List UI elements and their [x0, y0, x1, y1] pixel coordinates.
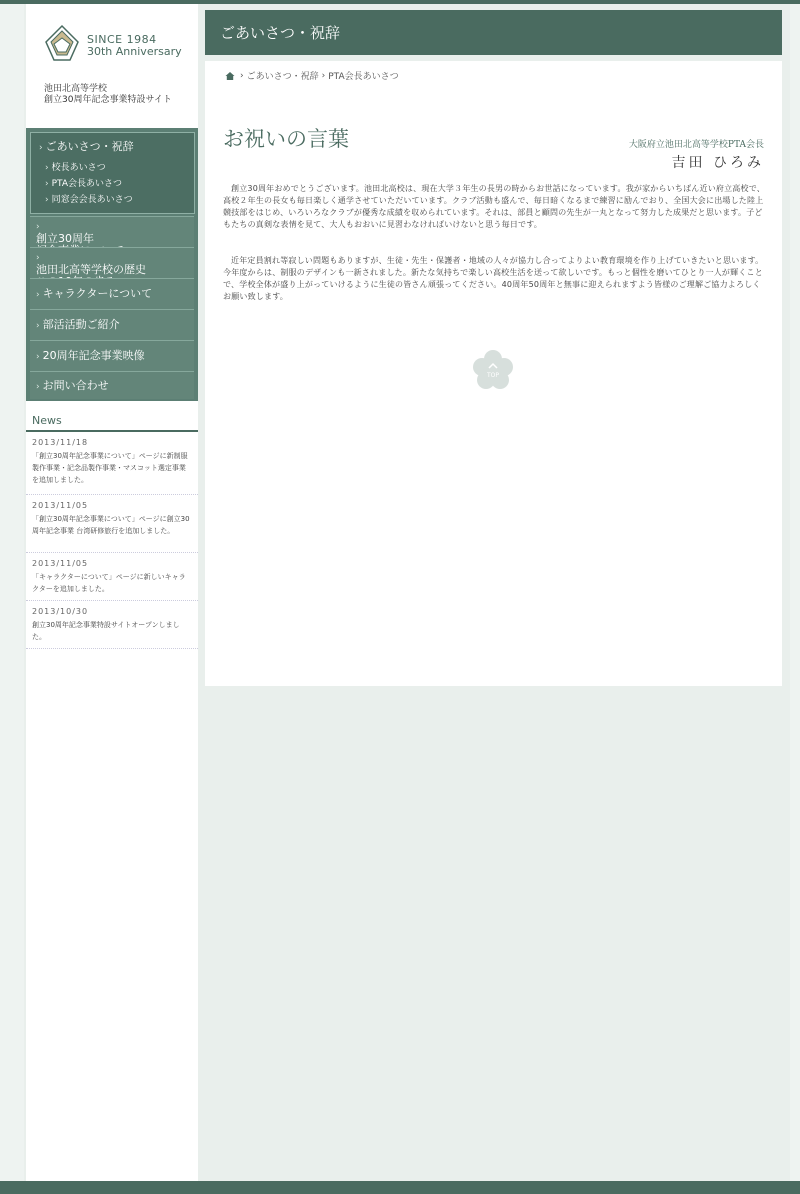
nav-item-label: › キャラクターについて: [36, 288, 152, 301]
logo-since-text: SINCE 1984: [87, 33, 157, 46]
home-icon[interactable]: [225, 71, 235, 81]
nav-item-30th-projects[interactable]: [30, 216, 194, 247]
nav-item-contact[interactable]: [30, 371, 194, 399]
news-date: 2013/11/05: [32, 559, 89, 568]
news-text: 「創立30周年記念事業について」ページに創立30周年記念事業 台湾研修旅行を追加しました。: [32, 515, 190, 535]
news-text: 「創立30周年記念事業について」ページに新制服製作事業・記念品製作事業・マスコット選定事業を追加しました。: [32, 452, 188, 484]
nav-item-characters[interactable]: [30, 278, 194, 309]
news-item[interactable]: [26, 495, 198, 553]
nav-item-20th-video[interactable]: [30, 340, 194, 371]
page-header: [205, 10, 782, 55]
author-organization: 大阪府立池田北高等学校PTA会長: [628, 140, 764, 150]
footer-strip: [0, 1181, 800, 1194]
article-title: お祝いの言葉: [223, 127, 349, 151]
news-date: 2013/10/30: [32, 607, 89, 616]
sidebar-nav: [26, 128, 198, 401]
site-name: [44, 84, 172, 106]
page-title: ごあいさつ・祝辞: [220, 24, 341, 42]
breadcrumb: [225, 69, 399, 82]
news-date: 2013/11/05: [32, 501, 89, 510]
breadcrumb-greetings[interactable]: ごあいさつ・祝辞: [246, 72, 319, 82]
school-emblem-icon: [42, 24, 82, 64]
back-to-top-button[interactable]: [472, 349, 514, 391]
nav-sub-principal[interactable]: › 校長あいさつ: [45, 160, 106, 173]
site-subtitle: 創立30周年記念事業特設サイト: [44, 95, 172, 105]
nav-item-history[interactable]: [30, 247, 194, 278]
news-item[interactable]: [26, 601, 198, 649]
breadcrumb-current: PTA会長あいさつ: [328, 72, 399, 82]
nav-item-label: › お問い合わせ: [36, 380, 109, 393]
back-to-top-label: TOP: [486, 372, 499, 379]
nav-sub-pta-president[interactable]: › PTA会長あいさつ: [45, 176, 122, 189]
nav-item-label: › 20周年記念事業映像: [36, 350, 145, 363]
nav-item-label: › 池田北高等学校の歴史: [36, 251, 146, 288]
article-paragraph: 近年定員割れ等寂しい問題もありますが、生徒・先生・保護者・地域の人々が協力し合ってよりよい教育環境を作り上げていきたいと思います。今年度からは、制服のデザインも一新されました。新たな気持ちで楽しい高校生活を送って欲しいです。もっと個性を磨いてひとり一人が輝くことで、学校全体が盛り上がっていけるように生徒の皆さん頑張ってください。40周年50周年と無事に迎えられますよう皆様のご理解ご協力よろしくお願い致します。: [223, 256, 764, 301]
breadcrumb-separator: ›: [321, 70, 326, 81]
main-content: [205, 61, 782, 686]
sidebar: [26, 4, 198, 1181]
news-text: 創立30周年記念事業特設サイトオープンしました。: [32, 621, 180, 641]
nav-sub-alumni-president[interactable]: › 同窓会会長あいさつ: [45, 192, 133, 205]
nav-group-greetings: [30, 132, 195, 214]
nav-item-greetings[interactable]: › ごあいさつ・祝辞: [39, 138, 134, 154]
logo-anniversary-text: 30th Anniversary: [87, 45, 182, 58]
news-text: 「キャラクターについて」ページに新しいキャラクターを追加しました。: [32, 573, 186, 593]
school-name: 池田北高等学校: [44, 84, 108, 94]
news-item[interactable]: [26, 432, 198, 495]
author-name: 吉田 ひろみ: [671, 155, 764, 171]
nav-item-label: › 創立30周年: [36, 220, 124, 257]
breadcrumb-separator: ›: [240, 70, 244, 81]
flower-icon: [472, 349, 514, 391]
nav-item-label: › 部活活動ご紹介: [36, 319, 120, 332]
news-heading: News: [32, 414, 62, 427]
news-date: 2013/11/18: [32, 438, 89, 447]
site-logo[interactable]: [42, 24, 192, 68]
news-item[interactable]: [26, 553, 198, 601]
article-paragraph: 創立30周年おめでとうございます。池田北高校は、現在大学３年生の長男の時からお世話になっています。我が家からいちばん近い府立高校で、高校２年生の長女も毎日楽しく通学させていただいています。クラブ活動も盛んで、毎日暗くなるまで練習に励んでおり、全国大会に出場した陸上競技部をはじめ、いろいろなクラブが優秀な成績を収められています。それは、部員と顧問の先生が一丸となって努力した成果だと思います。子どもたちの真剣な表情を見て、大人もおおいに見習わなければいけないと思う毎日です。: [223, 184, 765, 229]
nav-item-club-activities[interactable]: [30, 309, 194, 340]
